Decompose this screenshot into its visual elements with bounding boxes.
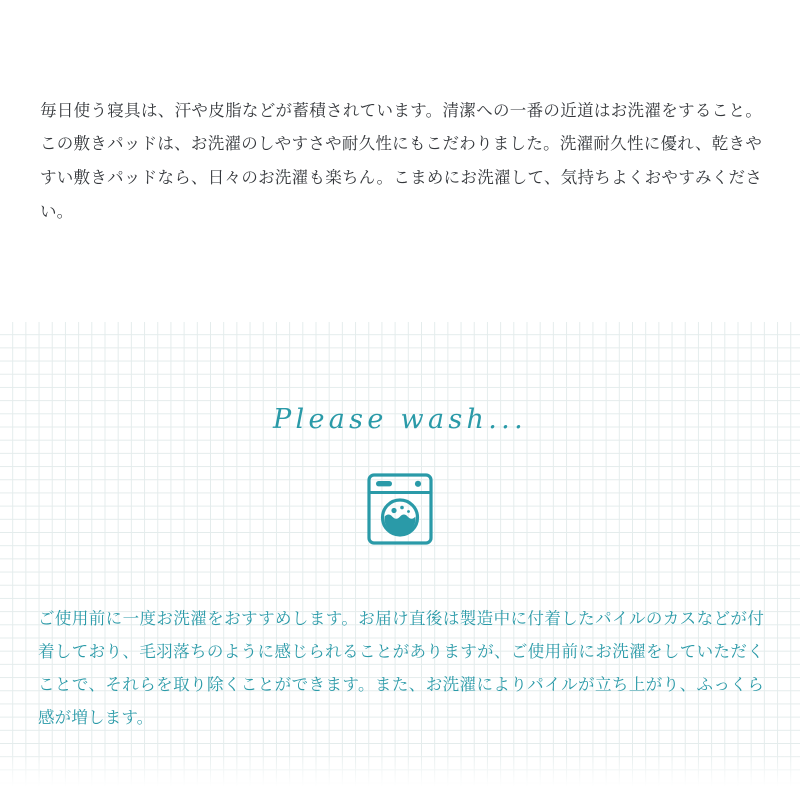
- washing-machine-icon: [366, 472, 434, 546]
- grid-fade-overlay: [0, 752, 800, 800]
- wash-instruction-paragraph: ご使用前に一度お洗濯をおすすめします。お届け直後は製造中に付着したパイルのカスなどが付着しており、毛羽落ちのように感じられることがありますが、ご使用前にお洗濯をしていただくことで、それらを取り除くことができます。また、お洗濯によりパイルが立ち上がり、ふっくら感が増します。: [38, 609, 764, 727]
- section-script-title: Please wash...: [273, 404, 527, 435]
- intro-paragraph: 毎日使う寝具は、汗や皮脂などが蓄積されています。清潔への一番の近道はお洗濯をすること。この敷きパッドは、お洗濯のしやすさや耐久性にもこだわりました。洗濯耐久性に優れ、乾きやすい敷きパッドなら、日々のお洗濯も楽ちん。こまめにお洗濯して、気持ちよくおやすみください。: [40, 101, 762, 221]
- icon-container: [0, 472, 800, 546]
